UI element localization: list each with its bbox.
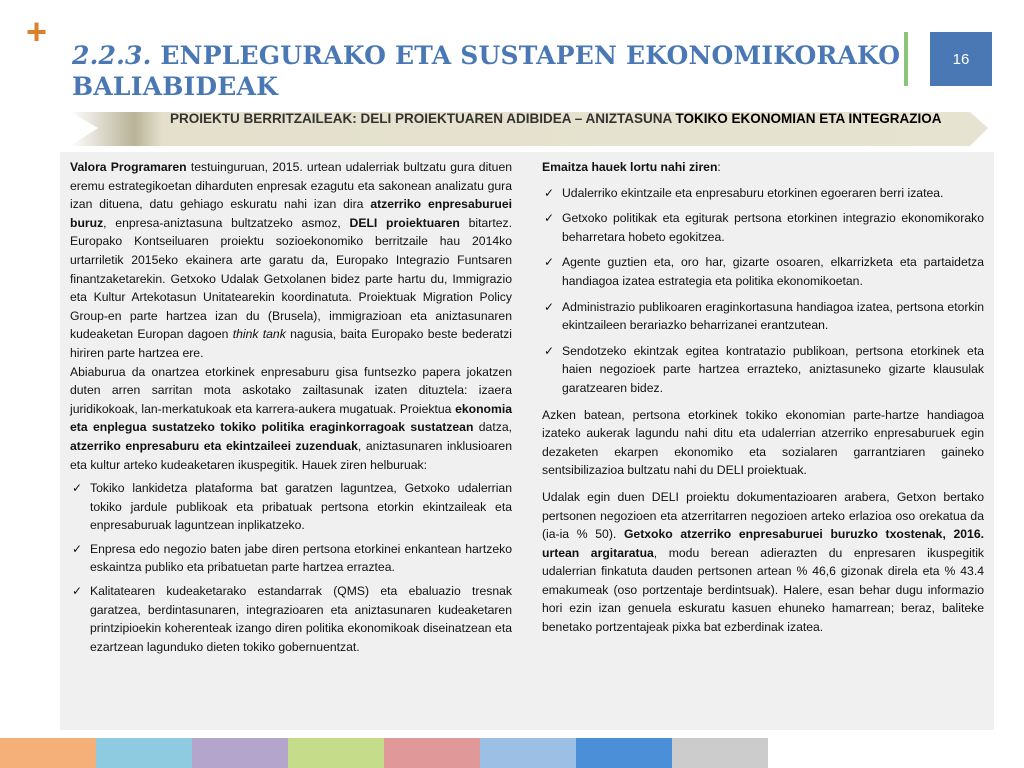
bold-text: ekonomia eta enplegua sustatzeko tokiko politika eraginkorragoak sustatzean: [70, 401, 512, 435]
stripe: [192, 738, 288, 768]
right-bullet: [542, 298, 984, 335]
page-number: 16: [952, 50, 970, 68]
bold-text: Valora Programaren: [70, 160, 187, 174]
banner-heading: [170, 111, 950, 127]
checkmark-icon: ✓: [544, 255, 555, 270]
checkmark-icon: ✓: [544, 185, 555, 200]
checkmark-icon: ✓: [72, 541, 83, 556]
right-bullet-text: Udalerriko ekintzaile eta enpresaburu etorkinen egoeraren berri izatea.: [562, 185, 944, 200]
stripe: [0, 738, 96, 768]
right-bullet-text: Administrazio publikoaren eraginkortasuna handiagoa izatea, pertsona etorkin ekintzaileen berariazko beharrizanei erantzutean.: [562, 299, 984, 333]
banner-part1: PROIEKTU BERRITZAILEAK: DELI PROIEKTUAREN ADIBIDEA – ANIZTASUNA: [170, 111, 676, 126]
plus-icon: +: [26, 11, 48, 52]
stripe: [672, 738, 768, 768]
right-paragraph-2: Udalak egin duen DELI proiektu dokumentazioaren arabera, Getxon bertako pertsonen negozioen eta atzerritarren negozioen arteko erlazioa oso orekatua da (ia-ia % 50). Getxoko atzerriko enpresaburuei buruzko txostenak, 2016. urtean argitaratua, modu berean adierazten du enpresaren ikuspegitik udalerrian finkatuta dauden pertsonen artean % 46,6 gizonak direla eta % 43.4 emakumeak (oso portzentaje berdintsuak). Halere, esan behar dugu informazio hori ezin izan genuela eskuratu kasuen ehuneko hamarrean; beraz, baliteke benetako portzentajeak pixka bat ezberdinak izatea.: [542, 489, 984, 635]
left-bullet: [70, 582, 512, 656]
left-bullet: [70, 479, 512, 535]
checkmark-icon: ✓: [544, 343, 555, 358]
stripe: [288, 738, 384, 768]
right-bullet-text: Getxoko politikak eta egiturak pertsona etorkinen integrazio ekonomikorako beharretara hobeto egokitzea.: [562, 211, 984, 244]
bold-text: Getxoko atzerriko enpresaburuei buruzko txostenak, 2016. urtean argitaratua: [542, 527, 984, 560]
left-bullet-text: Tokiko lankidetza plataforma bat garatzen laguntzea, Getxoko udalerrian tokiko jardule publikoak eta pribatuak pertsona etorkin ekintzaileak eta enpresaburuak laguntzean inplikatzeko.: [90, 481, 512, 533]
checkmark-icon: ✓: [72, 481, 83, 496]
right-column: [542, 158, 984, 637]
checkmark-icon: ✓: [544, 299, 555, 314]
right-bullet: [542, 253, 984, 290]
title-number: 2.2.3.: [72, 41, 152, 70]
checkmark-icon: ✓: [72, 584, 83, 599]
left-paragraph-2: Abiaburua da onartzea etorkinek enpresaburu gisa funtsezko papera jokatzen duten arren sarritan mota askotako zailtasunak izaten dituztela: izaera juridikokoak, lan-merkatukoak eta karrera-aukera mugatuak. Proiektua ekonomia eta enplegua sustatzeko tokiko politika eraginkorragoak sustatzean datza, atzerriko enpresaburu eta ekintzaileei zuzenduak, aniztasunaren inklusioaren eta kultur arteko kudeaketaren ikuspegitik. Hauek ziren helburuak:: [70, 364, 512, 472]
right-heading-colon: :: [717, 160, 721, 174]
right-heading-text: Emaitza hauek lortu nahi ziren: [542, 160, 718, 174]
bold-text: DELI proiektuaren: [349, 215, 460, 230]
right-paragraph-1: Azken batean, pertsona etorkinek tokiko ekonomian parte-hartze handiagoa izateko aukerak lagundu nahi ditu eta udalerrian atzerriko enpresaburuek egin dezaketen ekarpen ekonomiko eta sozialaren garrantziaren gaineko sentsibilizazioa bultzatu nahi du DELI proiektuak.: [542, 407, 984, 478]
left-column: [70, 158, 512, 656]
page-number-box: [930, 32, 992, 86]
right-bullet: [542, 184, 984, 203]
right-bullet: [542, 209, 984, 246]
left-bullet-text: Enpresa edo negozio baten jabe diren pertsona etorkinei enkantean hartzeko eskaintza publiko eta pribatuetan parte hartzea erraztea.: [90, 541, 512, 575]
italic-text: think tank: [232, 327, 286, 342]
banner-part2: TOKIKO EKONOMIAN ETA INTEGRAZIOA: [675, 111, 942, 126]
color-stripes: [0, 738, 768, 768]
accent-bar: [904, 32, 908, 86]
bold-text: atzerriko enpresaburuei buruz: [70, 197, 512, 230]
stripe: [384, 738, 480, 768]
left-paragraph-1: Valora Programaren testuinguruan, 2015. urtean udalerriak bultzatu gura dituen eremu estrategikoetan diharduten enpresak ezagutu eta sakonean analizatu gura izan dituena, datu gehiago eskuratu nahi izan dira atzerriko enpresaburuei buruz, enpresa-aniztasuna bultzatzeko asmoz, DELI proiektuaren bitartez. Europako Kontseiluaren proiektu sozioekonomiko berritzaile hau 2014ko urtarriletik 2015eko ekainera arte garatu da, Europako Integrazio Funtsaren finantzaketarekin. Getxoko Udalak Getxolanen bidez parte hartu du, Immigrazio eta Kultur Artekotasun Unitatearekin koordinatuta. Proiektuak Migration Policy Group-en parte hartzea izan du (Brusela), immigrazioan eta aniztasunaren kudeaketan Europan dagoen think tank nagusia, baita Europako beste bederatzi hiriren parte hartzea ere.: [70, 160, 512, 360]
stripe: [96, 738, 192, 768]
bold-text: atzerriko enpresaburu eta ekintzaileei zuzenduak: [70, 438, 358, 453]
title-text: ENPLEGURAKO ETA SUSTAPEN EKONOMIKORAKO BALIABIDEAK: [72, 41, 901, 101]
right-heading: [542, 158, 984, 177]
stripe: [576, 738, 672, 768]
page-title: [72, 40, 902, 102]
left-bullet-text: Kalitatearen kudeaketarako estandarrak (QMS) eta ebaluazio tresnak garatzea, berdintasunaren, integrazioaren eta aniztasunaren kudeaketaren printzipioekin koherenteak izango diren politika ekonomikoak diseinatzean eta ezartzean lagunduko dieten tokiko gobernuentzat.: [90, 584, 512, 654]
right-bullet-text: Sendotzeko ekintzak egitea kontratazio publikoan, pertsona etorkinek eta haien negozioek parte hartzea errazteko, aniztasuneko gizarte klausulak garatzearen bidez.: [562, 343, 984, 395]
stripe: [480, 738, 576, 768]
right-bullet-text: Agente guztien eta, oro har, gizarte osoaren, elkarrizketa eta partaidetza handiagoa izatea estrategia eta politika ekonomikoetan.: [562, 255, 984, 288]
right-bullet: [542, 342, 984, 398]
left-bullet: [70, 540, 512, 577]
checkmark-icon: ✓: [544, 211, 555, 226]
